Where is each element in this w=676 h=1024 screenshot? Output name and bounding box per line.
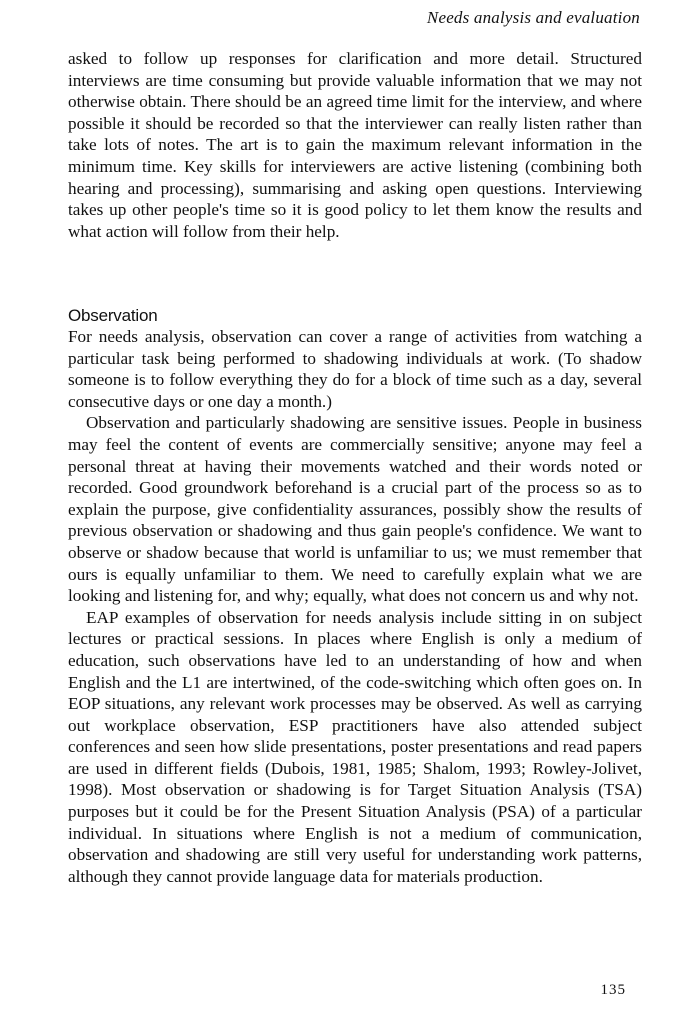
intro-text-block bbox=[68, 48, 642, 242]
intro-paragraph: asked to follow up responses for clarification and more detail. Structured interviews are time consuming but provide valuable information that we may not otherwise obtain. There should be an agreed time limit for the interview, and where possible it should be recorded so that the interviewer can really listen rather than take lots of notes. The art is to gain the maximum relevant information in the minimum time. Key skills for interviewers are active listening (combining both hearing and processing), summarising and asking open questions. Interviewing takes up other people's time so it is good policy to let them know the results and what action will follow from their help. bbox=[68, 49, 642, 241]
body-paragraph-1: For needs analysis, observation can cover a range of activities from watching a particular task being performed to shadowing individuals at work. (To shadow someone is to follow everything they do for a block of time such as a day, several consecutive days or one day a month.) bbox=[68, 327, 642, 411]
body-paragraph-2: Observation and particularly shadowing are sensitive issues. People in business may feel the content of events are commercially sensitive; anyone may feel a personal threat at having their movements watched and their words noted or recorded. Good groundwork beforehand is a crucial part of the process so as to explain the purpose, give confidentiality assurances, possibly show the results of previous observation or shadowing and thus gain people's confidence. We want to observe or shadow because that world is unfamiliar to us; we must remember that ours is equally unfamiliar to them. We need to carefully explain what we are looking and listening for, and why; equally, what does not concern us and why not. bbox=[68, 413, 642, 606]
section-heading: Observation bbox=[68, 306, 158, 326]
section-body bbox=[68, 326, 642, 887]
page-number: 135 bbox=[600, 982, 626, 998]
body-paragraph-3: EAP examples of observation for needs analysis include sitting in on subject lectures or practical sessions. In places where English is only a medium of education, such observations have led to an understanding of how and when English and the L1 are intertwined, of the code-switching which often goes on. In EOP situations, any relevant work processes may be observed. As well as carrying out workplace observation, ESP practitioners have also attended subject conferences and seen how slide presentations, poster presentations and read papers are used in different fields (Dubois, 1981, 1985; Shalom, 1993; Rowley-Jolivet, 1998). Most observation or shadowing is for Target Situation Analysis (TSA) purposes but it could be for the Present Situation Analysis (PSA) of a particular individual. In situations where English is not a medium of communication, observation and shadowing are still very useful for understanding work patterns, although they cannot provide language data for materials production. bbox=[68, 607, 642, 886]
running-header: Needs analysis and evaluation bbox=[426, 8, 640, 27]
